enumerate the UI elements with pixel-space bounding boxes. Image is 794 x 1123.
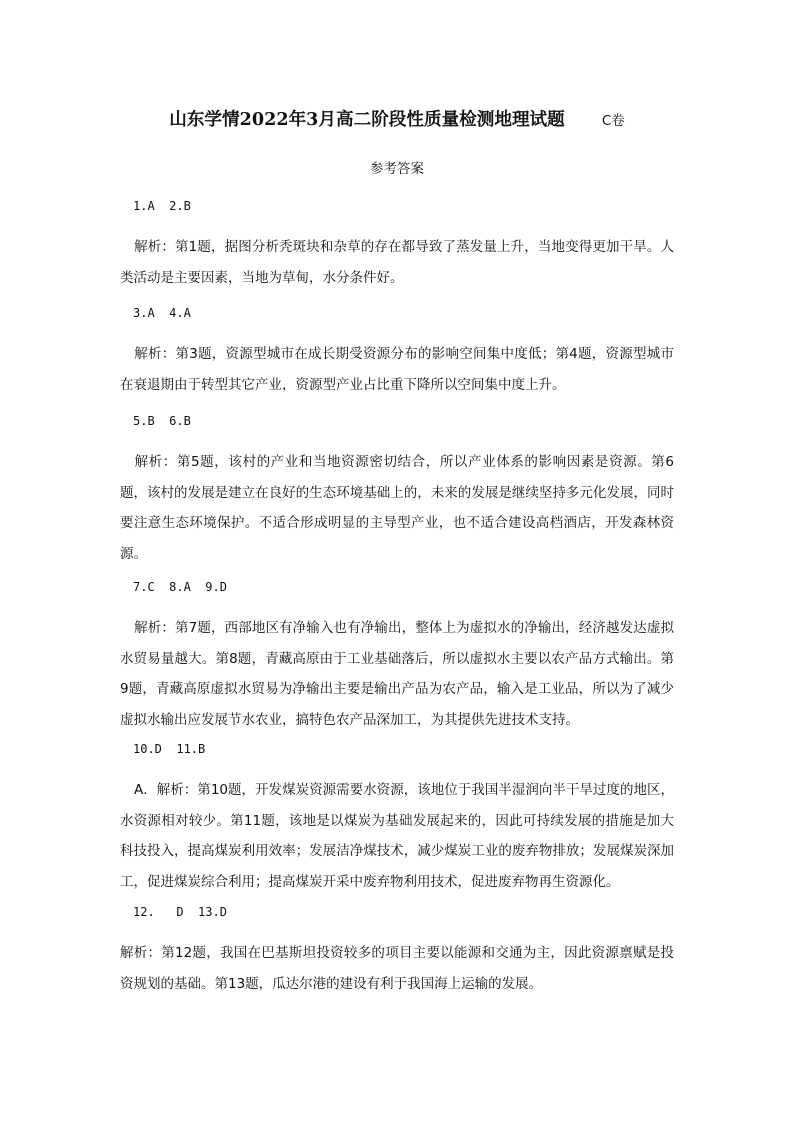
answers-q10-q11: 10.D 11.B — [133, 742, 206, 756]
explanation-text: 解析：第1题，据图分析秃斑块和杂草的存在都导致了蒸发量上升，当地变得更加干旱。人类活动是主要因素，当地为草甸，水分条件好。 — [120, 239, 674, 286]
answers-q12-q13: 12. D 13.D — [133, 905, 227, 919]
explanation-text: A．解析：第10题，开发煤炭资源需要水资源，该地位于我国半湿润向半干旱过度的地区，水资源相对较少。第11题，该地是以煤炭为基础发展起来的，因此可持续发展的措施是加大科技投入，提高煤炭利用效率；发展洁净煤技术，减少煤炭工业的废弃物排放；发展煤炭深加工，促进煤炭综合利用；提高煤炭开采中废弃物利用技术，促进废弃物再生资源化。 — [120, 782, 674, 890]
explanation-q7-q9 — [120, 613, 674, 735]
explanation-q3-q4 — [120, 339, 674, 400]
document-title: 山东学情2022年3月高二阶段性质量检测地理试题 — [169, 109, 565, 130]
answers-q3-q4: 3.A 4.A — [133, 306, 191, 320]
title-row — [0, 106, 794, 132]
explanation-text: 解析：第5题，该村的产业和当地资源密切结合，所以产业体系的影响因素是资源。第6题，该村的发展是建立在良好的生态环境基础上的，未来的发展是继续坚持多元化发展，同时要注意生态环境保护。不适合形成明显的主导型产业，也不适合建设高档酒店，开发森林资源。 — [120, 454, 674, 562]
explanation-q10-q11 — [120, 775, 674, 897]
answers-q5-q6: 5.B 6.B — [133, 414, 191, 428]
explanation-q1-q2 — [120, 232, 674, 293]
explanation-text: 解析：第7题，西部地区有净输入也有净输出，整体上为虚拟水的净输出，经济越发达虚拟水贸易量越大。第8题，青藏高原由于工业基础落后，所以虚拟水主要以农产品方式输出。第9题，青藏高原虚拟水贸易为净输出主要是输出产品为农产品，输入是工业品，所以为了减少虚拟水输出应发展节水农业，搞特色农产品深加工，为其提供先进技术支持。 — [120, 620, 674, 728]
explanation-text: 解析：第3题，资源型城市在成长期受资源分布的影响空间集中度低；第4题，资源型城市在衰退期由于转型其它产业，资源型产业占比重下降所以空间集中度上升。 — [120, 346, 674, 393]
paper-variant: C卷 — [601, 113, 625, 129]
answers-q7-q9: 7.C 8.A 9.D — [133, 580, 227, 594]
explanation-text: 解析：第12题，我国在巴基斯坦投资较多的项目主要以能源和交通为主，因此资源禀赋是投资规划的基础。第13题，瓜达尔港的建设有利于我国海上运输的发展。 — [120, 945, 674, 992]
explanation-q5-q6 — [120, 447, 674, 569]
answer-key-heading: 参考答案 — [370, 161, 424, 177]
explanation-q12-q13 — [120, 938, 674, 999]
answers-q1-q2: 1.A 2.B — [133, 199, 191, 213]
